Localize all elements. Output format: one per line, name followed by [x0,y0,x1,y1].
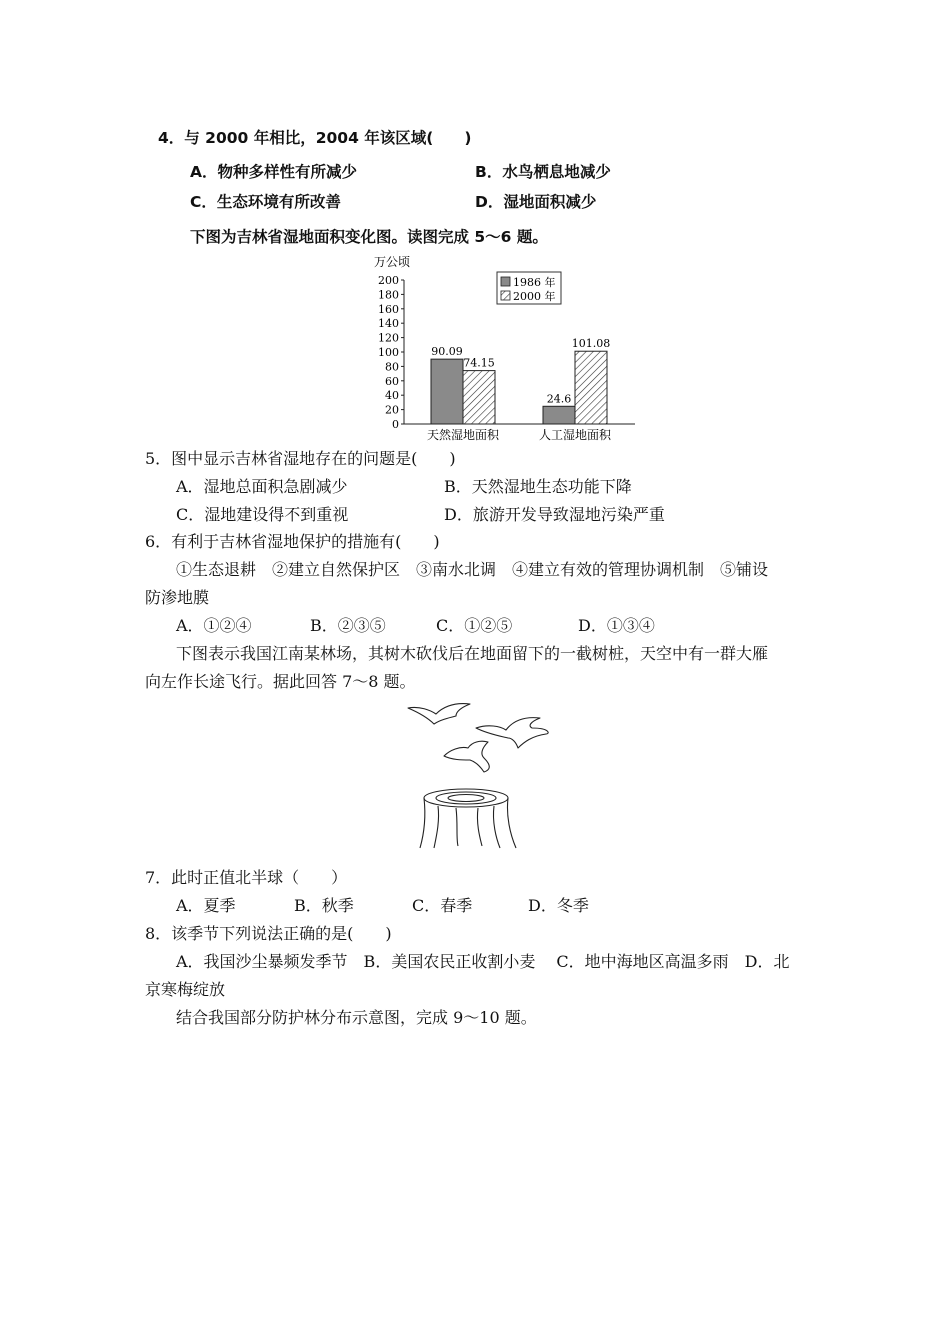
y-tick-label: 0 [392,418,399,431]
bar-value-label: 74.15 [463,356,495,370]
y-tick-label: 180 [378,288,399,302]
bar-1986-natural [431,359,463,424]
intro-q7-8-line2: 向左作长途飞行。据此回答 7～8 题。 [145,672,416,691]
intro-q7-8-line1: 下图表示我国江南某林场，其树木砍伐后在地面留下的一截树桩，天空中有一群大雁 [176,644,769,663]
q4-option-d: D．湿地面积减少 [475,193,597,211]
bar-value-label: 24.6 [546,392,572,406]
legend-label-2000: 2000 年 [513,290,556,303]
bar-value-label: 101.08 [571,337,611,351]
geese-and-stump-illustration [400,698,560,853]
legend-label-1986: 1986 年 [513,276,556,289]
q4-option-c: C．生态环境有所改善 [190,193,341,211]
x-category-label: 天然湿地面积 [426,428,500,442]
q5-option-d: D．旅游开发导致湿地污染严重 [444,505,665,524]
q7-stem: 7．此时正值北半球（ ） [145,868,348,887]
q7-option-b: B．秋季 [294,896,354,915]
q8-stem: 8．该季节下列说法正确的是( ) [145,924,392,943]
q6-option-a: A．①②④ [176,616,252,635]
y-tick-label: 200 [378,274,399,287]
y-tick-label: 80 [385,360,399,374]
y-tick-label: 120 [378,331,399,345]
bar-2000-natural [463,371,495,424]
q5-option-a: A．湿地总面积急剧减少 [176,477,348,496]
q6-items-line2: 防渗地膜 [145,588,210,607]
q6-stem: 6．有利于吉林省湿地保护的措施有( ) [145,532,440,551]
goose-1 [408,704,470,724]
y-tick-label: 100 [378,346,399,359]
q5-option-c: C．湿地建设得不到重视 [176,505,349,524]
legend-swatch-1986 [501,277,510,286]
tree-stump [420,789,516,848]
bar-2000-artificial [575,351,607,424]
q5-stem: 5．图中显示吉林省湿地存在的问题是( ) [145,449,456,468]
q5-option-b: B．天然湿地生态功能下降 [444,477,632,496]
q7-option-a: A．夏季 [176,896,236,915]
q4-stem: 4．与 2000 年相比，2004 年该区域( ) [158,129,472,147]
y-tick-label: 40 [385,389,399,403]
intro-q9-10: 结合我国部分防护林分布示意图，完成 9～10 题。 [176,1008,537,1027]
q6-option-b: B．②③⑤ [310,616,386,635]
legend [497,272,561,304]
wetland-area-chart [360,252,660,442]
y-axis-unit: 万公顷 [374,255,411,269]
q8-options-line2: 京寒梅绽放 [145,980,226,999]
q7-option-d: D．冬季 [528,896,589,915]
q4-option-b: B．水鸟栖息地减少 [475,163,611,181]
bar-value-label: 90.09 [431,345,463,359]
y-tick-label: 160 [378,302,399,316]
q6-option-d: D．①③④ [578,616,655,635]
goose-3 [444,741,489,772]
y-tick-label: 20 [385,403,399,417]
legend-swatch-2000 [501,291,510,300]
q6-option-c: C．①②⑤ [436,616,513,635]
q7-option-c: C．春季 [412,896,473,915]
x-axis-categories [427,427,612,442]
q4-option-a: A．物种多样性有所减少 [190,163,357,181]
q6-items-line1: ①生态退耕 ②建立自然保护区 ③南水北调 ④建立有效的管理协调机制 ⑤铺设 [176,560,769,579]
y-tick-label: 60 [385,374,399,388]
bar-1986-artificial [543,406,575,424]
intro-q5-6: 下图为吉林省湿地面积变化图。读图完成 5～6 题。 [190,228,548,246]
y-axis-ticks [378,274,404,431]
bars-group [431,337,610,424]
y-tick-label: 140 [378,317,399,331]
x-category-label: 人工湿地面积 [538,428,612,442]
q8-options-line1: A．我国沙尘暴频发季节 B．美国农民正收割小麦 C．地中海地区高温多雨 D．北 [176,952,790,971]
